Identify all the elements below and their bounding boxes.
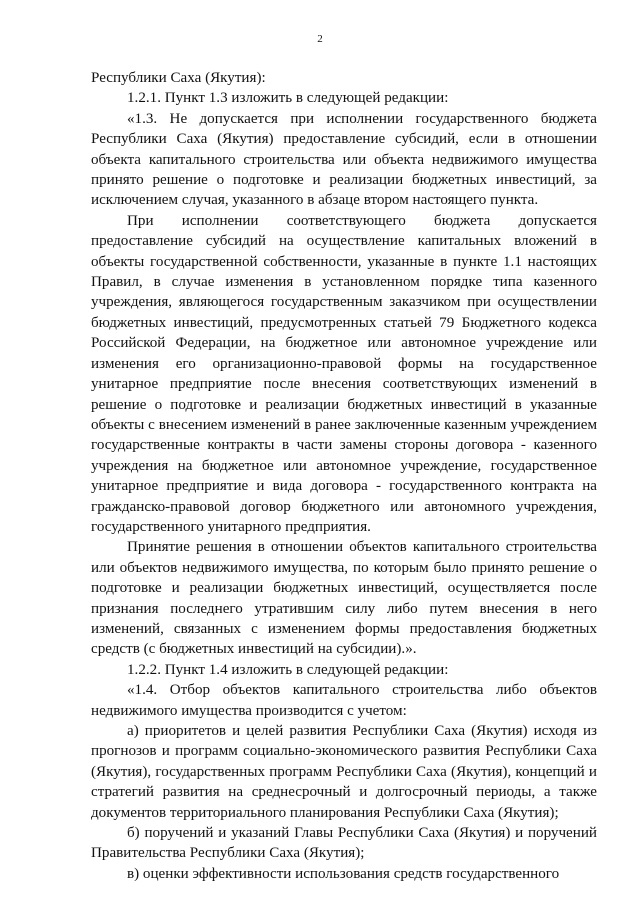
paragraph-clause-1-2-1: 1.2.1. Пункт 1.3 изложить в следующей редакции: [127,90,449,107]
paragraph-continuation: Республики Саха (Якутия): [91,70,266,86]
paragraph-clause-1-2-2: 1.2.2. Пункт 1.4 изложить в следующей редакции: [127,661,449,678]
paragraph-decision-adoption: Принятие решения в отношении объектов капитального строительства или объектов недвижимого имущества, по которым было принято решение о подготовке и реализации бюджетных инвестиций, осуществляется после признания последнего утратившим силу либо путем внесения в него изменений, связанных с изменением формы предоставления бюджетных средств (с бюджетных инвестиций на субсидии).». [91,539,597,658]
paragraph-item-v: в) оценки эффективности использования средств государственного [127,865,560,882]
paragraph-point-1-3: «1.3. Не допускается при исполнении государственного бюджета Республики Саха (Якутия) предоставление субсидий, если в отношении объекта капитального строительства или объекта недвижимого имущества принято решение о подготовке и реализации бюджетных инвестиций, за исключением случая, указанного в абзаце втором настоящего пункта. [91,110,597,209]
page-number: 2 [317,33,323,45]
paragraph-item-a: а) приоритетов и целей развития Республики Саха (Якутия) исходя из прогнозов и программ социально-экономического развития Республики Саха (Якутия), государственных программ Республики Саха (Якутия), концепций и стратегий развития на среднесрочный и долгосрочный периоды, а также документов территориального планирования Республики Саха (Якутия); [91,723,597,821]
document-body [91,68,597,884]
paragraph-subsidies-exception: При исполнении соответствующего бюджета допускается предоставление субсидий на осуществление капитальных вложений в объекты государственной собственности, указанные в пункте 1.1 настоящих Правил, в случае изменения в установленном порядке типа казенного учреждения, являющегося государственным заказчиком при осуществлении бюджетных инвестиций, предусмотренных статьей 79 Бюджетного кодекса Российской Федерации, на бюджетное или автономное учреждение или изменения его организационно-правовой формы на государственное унитарное предприятие после внесения соответствующих изменений в решение о подготовке и реализации бюджетных инвестиций в указанные объекты с внесением изменений в ранее заключенные казенным учреждением государственные контракты в части замены стороны договора - казенного учреждения на бюджетное или автономное учреждение, государственное унитарное предприятие и вида договора - государственного контракта на гражданско-правовой договор бюджетного или автономного учреждения, государственного унитарного предприятия. [91,212,597,535]
paragraph-point-1-4: «1.4. Отбор объектов капитального строительства либо объектов недвижимого имущества производится с учетом: [91,682,597,719]
paragraph-item-b: б) поручений и указаний Главы Республики Саха (Якутия) и поручений Правительства Республики Саха (Якутия); [91,825,597,862]
